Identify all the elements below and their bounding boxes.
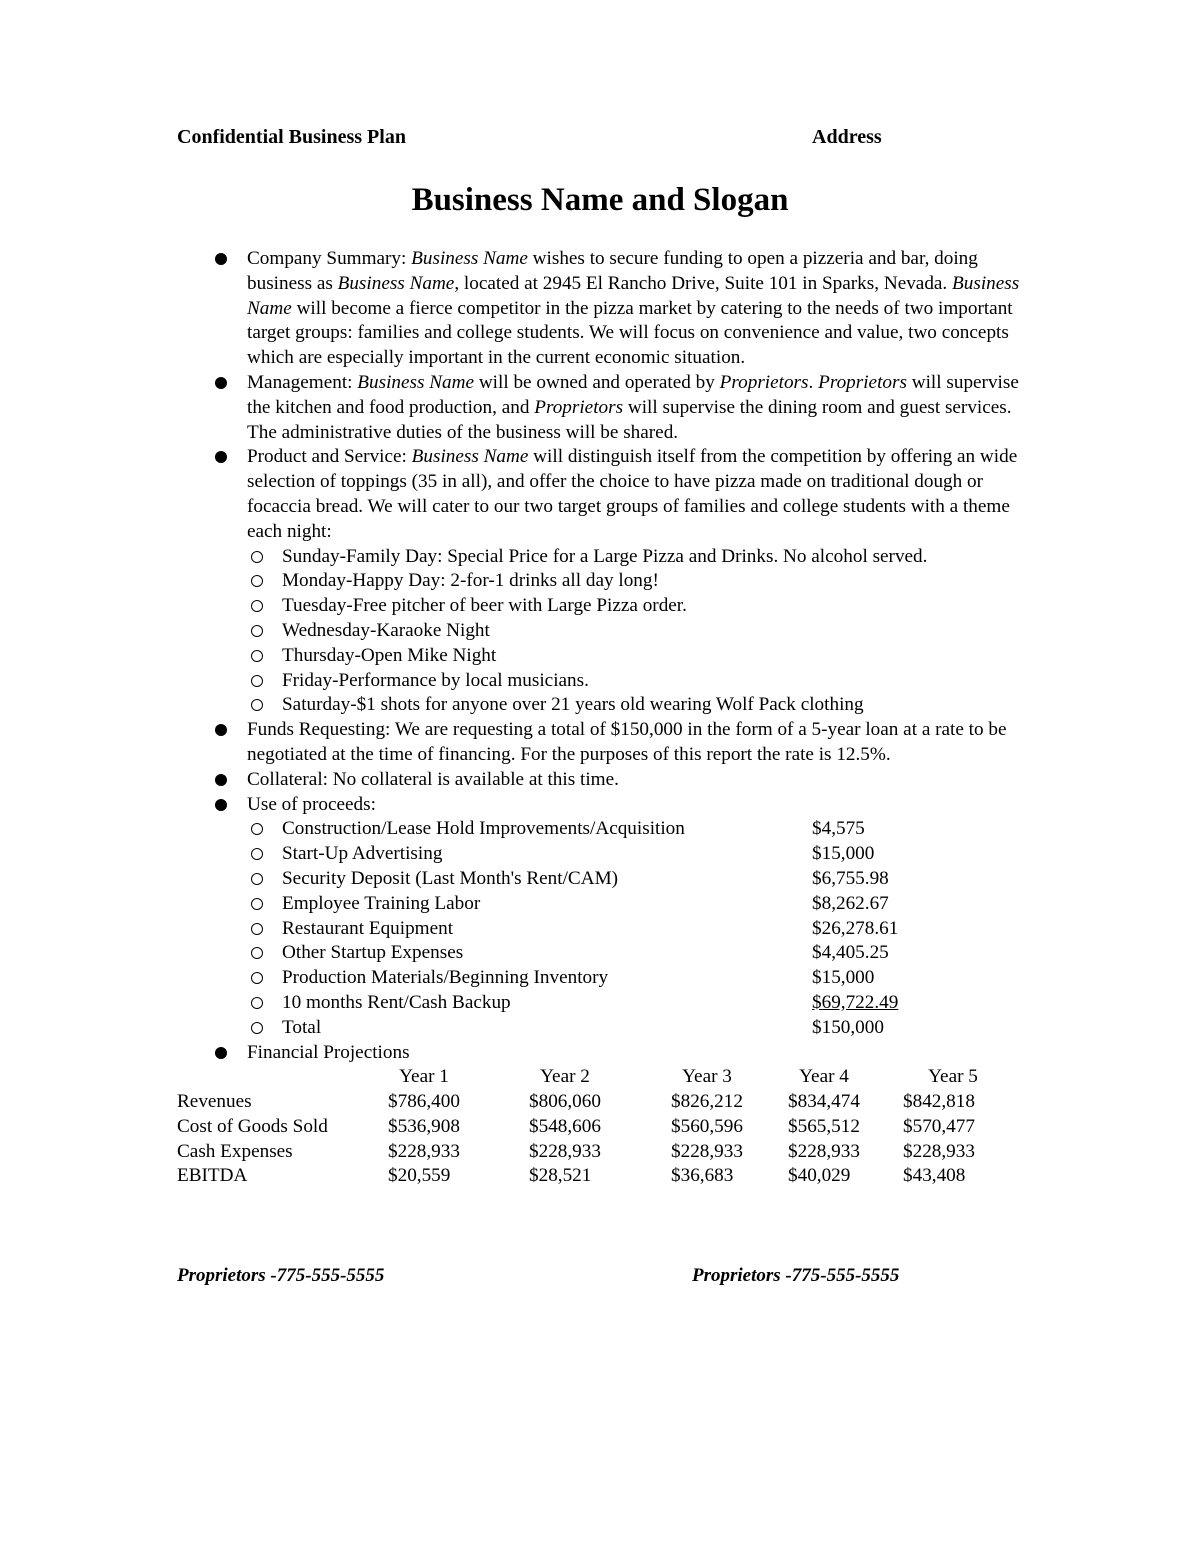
circle-bullet-icon (251, 600, 263, 612)
row-value: $536,908 (388, 1115, 460, 1137)
proceeds-name: Start-Up Advertising (282, 843, 443, 865)
circle-bullet-icon (251, 997, 263, 1009)
bullet-icon (215, 799, 227, 811)
circle-bullet-icon (251, 675, 263, 687)
proceeds-row (177, 991, 1037, 1016)
row-value: $40,029 (788, 1165, 851, 1187)
row-value: $560,596 (671, 1115, 743, 1137)
circle-bullet-icon (251, 898, 263, 910)
night-item (177, 669, 1037, 694)
row-value: $842,818 (903, 1091, 975, 1113)
proceeds-label: Use of proceeds: (247, 793, 376, 815)
row-value: $228,933 (529, 1140, 601, 1162)
product-service-item (177, 445, 1037, 544)
proceeds-amount: $6,755.98 (812, 867, 889, 889)
row-label: Revenues (177, 1091, 252, 1113)
proprietors-ref: Proprietors (719, 371, 809, 393)
circle-bullet-icon (251, 923, 263, 935)
company-summary-label: Company Summary: (247, 248, 412, 269)
night-item (177, 594, 1037, 619)
night-text: Monday-Happy Day: 2-for-1 drinks all day long! (282, 570, 659, 592)
row-value: $228,933 (903, 1140, 975, 1162)
proceeds-name: Employee Training Labor (282, 892, 481, 914)
proceeds-row (177, 892, 1037, 917)
proceeds-name: Total (282, 1016, 322, 1038)
proceeds-name: Restaurant Equipment (282, 917, 454, 939)
row-value: $565,512 (788, 1115, 860, 1137)
management-text: . (808, 371, 819, 393)
circle-bullet-icon (251, 650, 263, 662)
row-value: $28,521 (529, 1165, 592, 1187)
night-text: Thursday-Open Mike Night (282, 644, 497, 666)
circle-bullet-icon (251, 699, 263, 711)
row-value: $228,933 (671, 1140, 743, 1162)
night-text: Friday-Performance by local musicians. (282, 669, 589, 691)
document-body (177, 247, 1037, 1189)
footer-right: Proprietors -775-555-5555 (692, 1265, 900, 1286)
proceeds-item (177, 793, 1037, 818)
proceeds-name: Construction/Lease Hold Improvements/Acquisition (282, 818, 685, 840)
business-name-ref: Business Name (337, 272, 455, 294)
year-header: Year 3 (682, 1066, 732, 1088)
circle-bullet-icon (251, 972, 263, 984)
row-value: $36,683 (671, 1165, 734, 1187)
bullet-icon (215, 724, 227, 736)
year-header: Year 4 (799, 1066, 849, 1088)
page-title: Business Name and Slogan (411, 182, 789, 218)
row-label: Cost of Goods Sold (177, 1115, 328, 1137)
proceeds-amount: $4,575 (812, 818, 865, 840)
header-left: Confidential Business Plan (177, 126, 406, 148)
year-header: Year 2 (540, 1066, 590, 1088)
night-text: Wednesday-Karaoke Night (282, 619, 490, 641)
night-text: Saturday-$1 shots for anyone over 21 years old wearing Wolf Pack clothing (282, 694, 864, 716)
header-right: Address (812, 126, 882, 148)
row-value: $43,408 (903, 1165, 966, 1187)
business-name-ref: Business Name (247, 272, 1020, 319)
circle-bullet-icon (251, 947, 263, 959)
financial-header-row (177, 1065, 1037, 1090)
company-summary-text: , located at 2945 El Rancho Drive, Suite 101 in Sparks, Nevada. (454, 272, 953, 294)
row-value: $228,933 (788, 1140, 860, 1162)
proceeds-amount: $69,722.49 (812, 991, 899, 1013)
management-text: will be owned and operated by (474, 371, 720, 393)
row-label: EBITDA (177, 1165, 248, 1187)
bullet-icon (215, 377, 227, 389)
company-summary-text: will become a fierce competitor in the pizza market by catering to the needs of two important target groups: families and college students. We will focus on convenience and value, two concepts which are especially important in the current economic situation. (247, 297, 1013, 369)
proceeds-row (177, 867, 1037, 892)
proceeds-row (177, 917, 1037, 942)
footer-left: Proprietors -775-555-5555 (177, 1265, 385, 1286)
proceeds-name: 10 months Rent/Cash Backup (282, 991, 511, 1013)
product-service-text: will distinguish itself from the competition by offering an wide selection of toppings (35 in all), and offer the choice to have pizza made on traditional dough or focaccia bread. We will cater to our two target groups of families and college students with a theme each night: (247, 446, 1018, 542)
management-label: Management: (247, 371, 358, 393)
row-value: $826,212 (671, 1091, 743, 1113)
company-summary-item (177, 247, 1037, 371)
proceeds-row (177, 941, 1037, 966)
year-header: Year 1 (399, 1066, 449, 1088)
financial-row (177, 1115, 1037, 1140)
business-name-ref: Business Name (411, 446, 529, 468)
proceeds-name: Security Deposit (Last Month's Rent/CAM) (282, 867, 619, 889)
row-value: $806,060 (529, 1091, 601, 1113)
bullet-icon (215, 253, 227, 265)
night-item (177, 693, 1037, 718)
night-item (177, 569, 1037, 594)
year-header: Year 5 (928, 1066, 978, 1088)
row-value: $228,933 (388, 1140, 460, 1162)
financial-row (177, 1140, 1037, 1165)
business-name-ref: Business Name (357, 371, 475, 393)
proceeds-amount: $15,000 (812, 843, 875, 865)
proceeds-row (177, 966, 1037, 991)
night-text: Sunday-Family Day: Special Price for a Large Pizza and Drinks. No alcohol served. (282, 545, 928, 567)
circle-bullet-icon (251, 823, 263, 835)
proceeds-amount: $4,405.25 (812, 942, 889, 964)
proceeds-amount: $26,278.61 (812, 917, 899, 939)
row-value: $786,400 (388, 1091, 460, 1113)
proceeds-amount: $8,262.67 (812, 892, 889, 914)
proceeds-name: Production Materials/Beginning Inventory (282, 967, 609, 989)
proceeds-amount: $15,000 (812, 967, 875, 989)
night-item (177, 619, 1037, 644)
proceeds-total-amount: $150,000 (812, 1016, 884, 1038)
row-value: $548,606 (529, 1115, 601, 1137)
proceeds-row (177, 817, 1037, 842)
row-value: $20,559 (388, 1165, 451, 1187)
circle-bullet-icon (251, 873, 263, 885)
row-label: Cash Expenses (177, 1140, 293, 1162)
night-item (177, 644, 1037, 669)
collateral-text: Collateral: No collateral is available at this time. (247, 768, 619, 790)
proceeds-row (177, 842, 1037, 867)
circle-bullet-icon (251, 848, 263, 860)
circle-bullet-icon (251, 625, 263, 637)
circle-bullet-icon (251, 1022, 263, 1034)
proceeds-total-row (177, 1016, 1037, 1041)
management-text: will supervise the kitchen and food production, and (247, 371, 1019, 418)
financial-item (177, 1041, 1037, 1066)
financial-row (177, 1164, 1037, 1189)
bullet-icon (215, 1047, 227, 1059)
night-text: Tuesday-Free pitcher of beer with Large Pizza order. (282, 595, 687, 617)
company-summary-text: wishes to secure funding to open a pizzeria and bar, doing business as (247, 248, 978, 294)
financial-label: Financial Projections (247, 1041, 410, 1063)
funds-item (177, 718, 1037, 768)
financial-row (177, 1090, 1037, 1115)
circle-bullet-icon (251, 575, 263, 587)
bullet-icon (215, 451, 227, 463)
funds-text: Funds Requesting: We are requesting a total of $150,000 in the form of a 5-year loan at a rate to be negotiated at the time of financing. For the purposes of this report the rate is 12.5%. (247, 719, 1007, 765)
row-value: $834,474 (788, 1091, 860, 1113)
collateral-item (177, 768, 1037, 793)
product-service-label: Product and Service: (247, 446, 412, 468)
bullet-icon (215, 774, 227, 786)
business-name-ref: Business Name (411, 248, 528, 269)
proprietors-ref: Proprietors (534, 396, 624, 418)
row-value: $570,477 (903, 1115, 975, 1137)
night-item (177, 545, 1037, 570)
proceeds-name: Other Startup Expenses (282, 942, 464, 964)
management-text: will supervise the dining room and guest services. The administrative duties of the business will be shared. (247, 396, 1012, 443)
circle-bullet-icon (251, 551, 263, 563)
proprietors-ref: Proprietors (818, 371, 907, 393)
management-item (177, 371, 1037, 445)
